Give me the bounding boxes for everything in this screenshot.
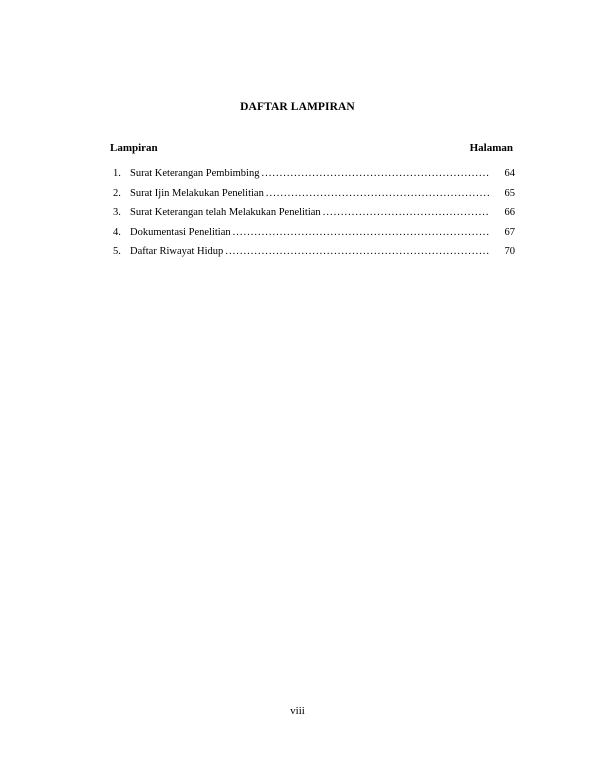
item-number: 2.: [113, 187, 121, 199]
page-title: DAFTAR LAMPIRAN: [240, 101, 355, 113]
item-label: Surat Keterangan Pembimbing: [130, 168, 260, 179]
item-label: Surat Ijin Melakukan Penelitian: [130, 187, 264, 199]
item-number: 4.: [113, 226, 121, 238]
list-item: [113, 226, 515, 246]
appendix-list: [113, 167, 515, 265]
item-number: 3.: [113, 207, 121, 218]
item-page-number: 66: [504, 207, 515, 218]
item-label: Daftar Riwayat Hidup: [130, 246, 224, 257]
dot-leader: [323, 206, 489, 220]
dot-leader: [266, 187, 489, 201]
item-number: 5.: [113, 246, 121, 257]
dot-leader: [261, 167, 489, 181]
dot-leader: [233, 226, 489, 240]
item-label: Surat Keterangan telah Melakukan Penelitian: [130, 207, 321, 218]
item-page-number: 67: [504, 226, 515, 238]
item-label: Dokumentasi Penelitian: [130, 226, 231, 238]
list-item: [113, 245, 515, 265]
list-item: [113, 167, 515, 187]
dot-leader: [225, 245, 489, 259]
list-item: [113, 206, 515, 226]
item-page-number: 65: [504, 187, 515, 199]
item-page-number: 70: [504, 246, 515, 257]
page-number: viii: [290, 705, 305, 717]
column-header-lampiran: Lampiran: [110, 142, 158, 154]
item-number: 1.: [113, 168, 121, 179]
column-header-halaman: Halaman: [469, 142, 513, 154]
item-page-number: 64: [504, 168, 515, 179]
list-item: [113, 187, 515, 207]
